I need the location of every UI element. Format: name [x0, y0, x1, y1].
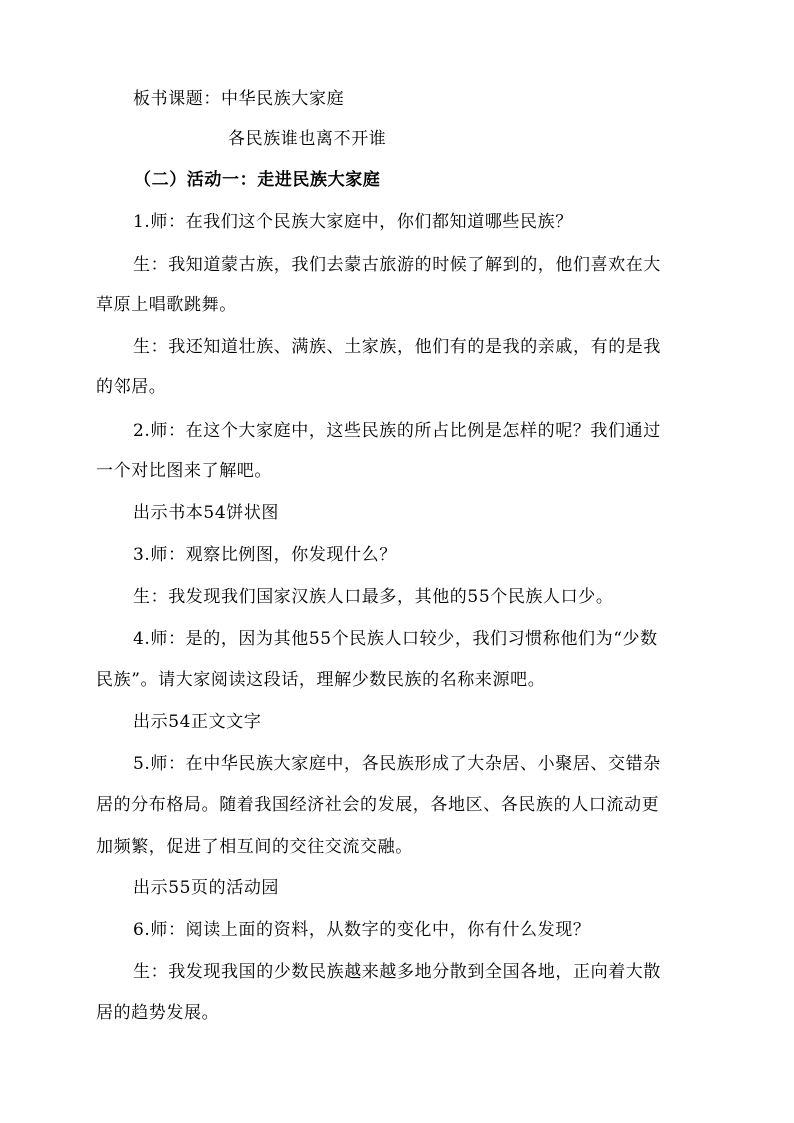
paragraph-line: 一个对比图来了解吧。 [96, 461, 272, 481]
paragraph-line: 生：我发现我国的少数民族越来越多地分散到全国各地，正向着大散 [133, 962, 661, 982]
board-title-line: 板书课题：中华民族大家庭 [133, 89, 345, 109]
paragraph-line: 1.师：在我们这个民族大家庭中，你们都知道哪些民族？ [133, 212, 573, 232]
paragraph-line: 5.师：在中华民族大家庭中，各民族形成了大杂居、小聚居、交错杂 [133, 754, 661, 774]
paragraph-line: 2.师：在这个大家庭中，这些民族的所占比例是怎样的呢？我们通过 [133, 421, 661, 441]
paragraph-line: 出示54正文文字 [133, 712, 262, 732]
paragraph-line: 居的趋势发展。 [96, 1003, 220, 1023]
board-subtitle-line: 各民族谁也离不开谁 [228, 129, 387, 149]
paragraph-line: 出示55页的活动园 [133, 878, 280, 898]
paragraph-line: 出示书本54饼状图 [133, 503, 280, 523]
paragraph-line: 4.师：是的，因为其他55个民族人口较少，我们习惯称他们为“少数 [133, 629, 658, 649]
paragraph-line: 加频繁，促进了相互间的交往交流交融。 [96, 837, 413, 857]
paragraph-line: 生：我还知道壮族、满族、土家族，他们有的是我的亲戚，有的是我 [133, 337, 661, 357]
paragraph-line: 3.师：观察比例图，你发现什么？ [133, 545, 397, 565]
paragraph-line: 草原上唱歌跳舞。 [96, 295, 237, 315]
paragraph-line: 民族”。请大家阅读这段话，理解少数民族的名称来源吧。 [96, 670, 546, 690]
paragraph-line: 生：我知道蒙古族，我们去蒙古旅游的时候了解到的，他们喜欢在大 [133, 255, 661, 275]
paragraph-line: 生：我发现我们国家汉族人口最多，其他的55个民族人口少。 [133, 587, 614, 607]
paragraph-line: 6.师：阅读上面的资料，从数字的变化中，你有什么发现？ [133, 920, 591, 940]
paragraph-line: 居的分布格局。随着我国经济社会的发展，各地区、各民族的人口流动更 [96, 795, 660, 815]
paragraph-line: 的邻居。 [96, 377, 167, 397]
section-heading: （二）活动一：走进民族大家庭 [134, 170, 381, 190]
